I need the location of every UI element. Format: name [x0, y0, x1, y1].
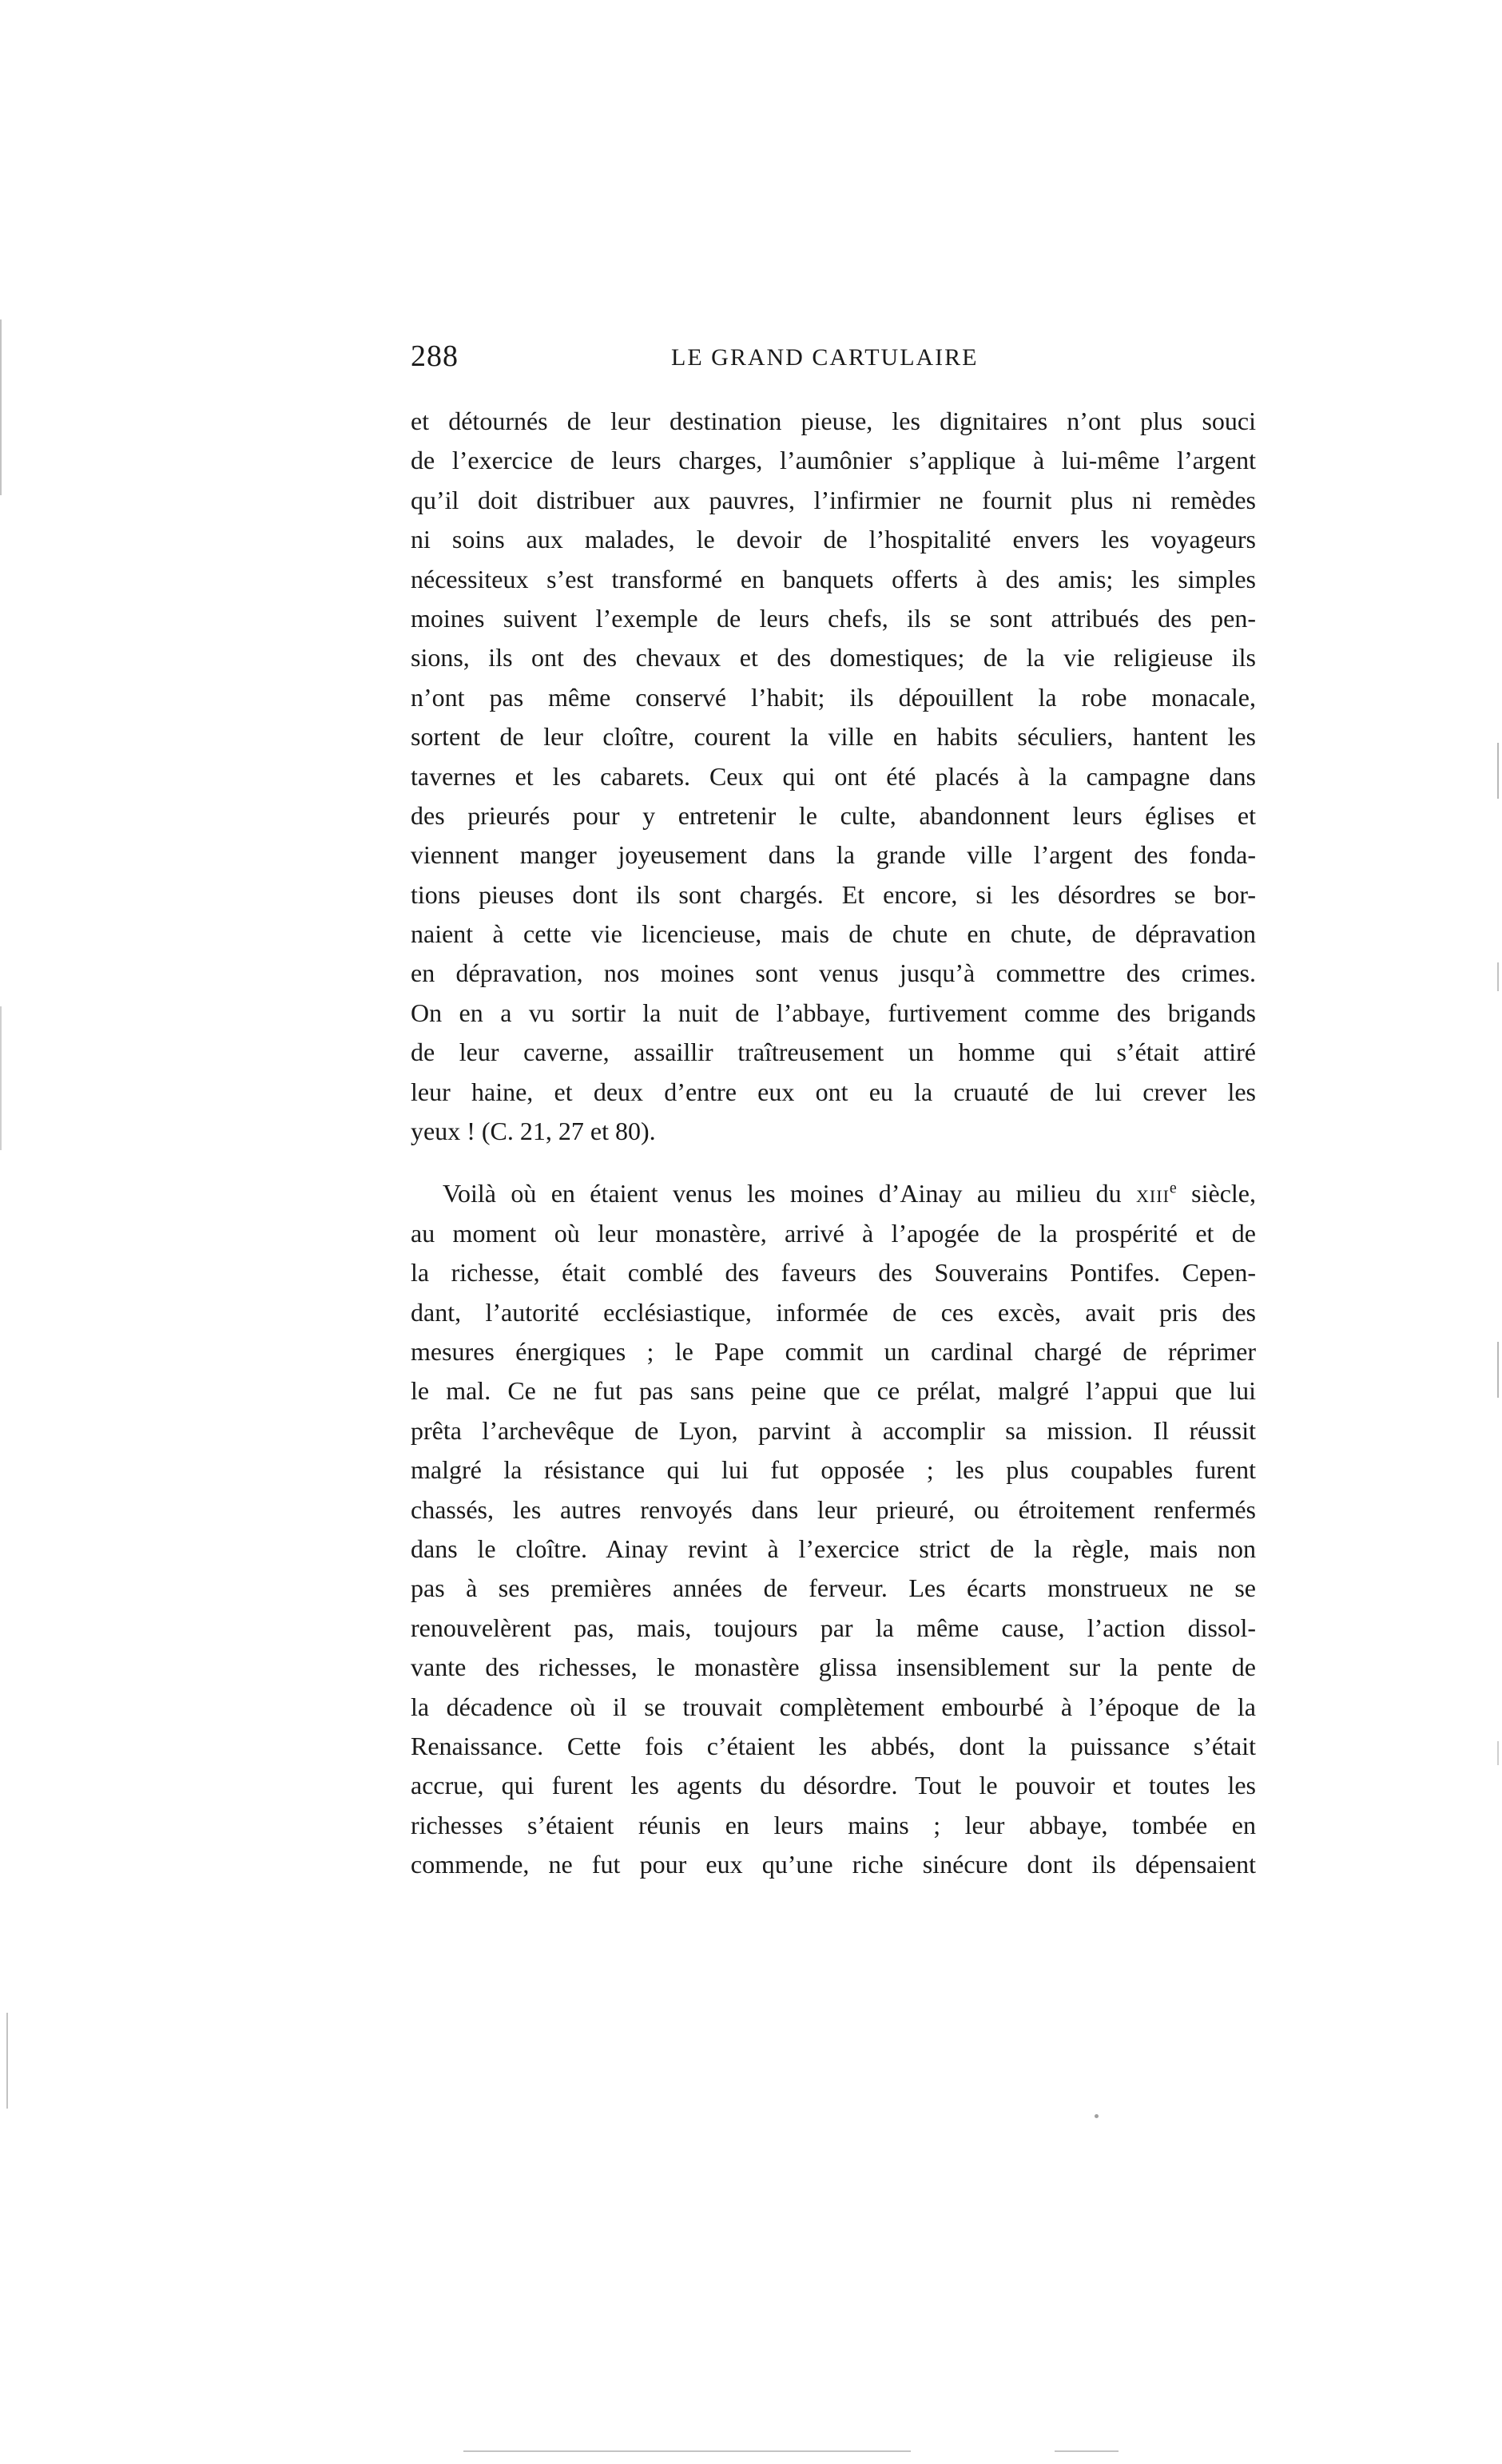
- superscript: e: [1169, 1179, 1177, 1197]
- text-line: vante des richesses, le monastère glissa insensiblement sur la pente de: [411, 1653, 1256, 1682]
- text-line: accrue, qui furent les agents du désordre. Tout le pouvoir et toutes les: [411, 1771, 1256, 1800]
- text-line: la richesse, était comblé des faveurs des Souverains Pontifes. Cepen-: [411, 1258, 1256, 1288]
- text-fragment: siècle,: [1176, 1179, 1257, 1208]
- text-line: chassés, les autres renvoyés dans leur prieuré, ou étroitement renfermés: [411, 1494, 1256, 1524]
- text-line: moines suivent l’exemple de leurs chefs, ils se sont attribués des pen-: [411, 603, 1256, 633]
- text-line: dant, l’autorité ecclésiastique, informée de ces excès, avait pris des: [411, 1297, 1256, 1327]
- running-head: LE GRAND CARTULAIRE: [671, 344, 979, 371]
- scan-mark: [0, 319, 2, 495]
- text-line: nécessiteux s’est transformé en banquets offerts à des amis; les simples: [411, 564, 1256, 593]
- text-line: naient à cette vie licencieuse, mais de chute en chute, de dépravation: [411, 919, 1256, 949]
- text-line: renouvelèrent pas, mais, toujours par la même cause, l’action dissol-: [411, 1613, 1256, 1642]
- text-line: On en a vu sortir la nuit de l’abbaye, furtivement comme des brigands: [411, 998, 1256, 1027]
- text-line: richesses s’étaient réunis en leurs mains ; leur abbaye, tombée en: [411, 1810, 1256, 1839]
- scan-mark: [1497, 962, 1499, 991]
- text-line: ni soins aux malades, le devoir de l’hospitalité envers les voyageurs: [411, 525, 1256, 554]
- paragraph-1: [411, 402, 1256, 1151]
- scan-mark: [6, 2013, 8, 2109]
- text-line-last: yeux ! (C. 21, 27 et 80).: [411, 1117, 656, 1146]
- text-line: au moment où leur monastère, arrivé à l’apogée de la prospérité et de: [411, 1218, 1256, 1248]
- page-header: [411, 334, 991, 379]
- century-numeral: XIII: [1136, 1186, 1170, 1207]
- text-line: de leur caverne, assaillir traîtreusement un homme qui s’était attiré: [411, 1038, 1256, 1067]
- text-line: Renaissance. Cette fois c’étaient les abbés, dont la puissance s’était: [411, 1731, 1256, 1760]
- text-line: sortent de leur cloître, courent la ville en habits séculiers, hantent les: [411, 722, 1256, 752]
- paragraph-2: [411, 1174, 1256, 1884]
- text-line: des prieurés pour y entretenir le culte, abandonnent leurs églises et: [411, 800, 1256, 830]
- text-line: pas à ses premières années de ferveur. Les écarts monstrueux ne se: [411, 1573, 1256, 1603]
- scan-mark: [1095, 2114, 1099, 2118]
- text-line: prêta l’archevêque de Lyon, parvint à accomplir sa mission. Il réussit: [411, 1415, 1256, 1445]
- scan-mark: [1497, 743, 1499, 799]
- paragraph-gap: [411, 1151, 1256, 1174]
- scan-mark: [0, 1006, 2, 1150]
- text-fragment: Voilà où en étaient venus les moines d’Ainay au milieu du: [443, 1179, 1137, 1208]
- text-line: dans le cloître. Ainay revint à l’exercice strict de la règle, mais non: [411, 1534, 1256, 1563]
- scan-mark: [463, 2450, 911, 2452]
- scan-mark: [1497, 1342, 1499, 1398]
- text-line: commende, ne fut pour eux qu’une riche sinécure dont ils dépensaient: [411, 1850, 1256, 1879]
- text-line: leur haine, et deux d’entre eux ont eu la cruauté de lui crever les: [411, 1077, 1256, 1106]
- scan-mark: [1497, 1741, 1499, 1765]
- text-line: tions pieuses dont ils sont chargés. Et encore, si les désordres se bor-: [411, 879, 1256, 909]
- text-line: qu’il doit distribuer aux pauvres, l’infirmier ne fournit plus ni remèdes: [411, 485, 1256, 514]
- text-line: n’ont pas même conservé l’habit; ils dépouillent la robe monacale,: [411, 682, 1256, 712]
- text-line: en dépravation, nos moines sont venus jusqu’à commettre des crimes.: [411, 958, 1256, 988]
- text-line: tavernes et les cabarets. Ceux qui ont été placés à la campagne dans: [411, 761, 1256, 791]
- text-line-first: [411, 1174, 1256, 1213]
- text-line: et détournés de leur destination pieuse, les dignitaires n’ont plus souci: [411, 407, 1256, 435]
- body-text: [411, 402, 1256, 1884]
- text-line: sions, ils ont des chevaux et des domestiques; de la vie religieuse ils: [411, 643, 1256, 673]
- text-line: de l’exercice de leurs charges, l’aumônier s’applique à lui-même l’argent: [411, 446, 1256, 475]
- text-line: malgré la résistance qui lui fut opposée ; les plus coupables furent: [411, 1455, 1256, 1485]
- text-line: la décadence où il se trouvait complètement embourbé à l’époque de la: [411, 1692, 1256, 1721]
- page-number: 288: [411, 339, 459, 373]
- scan-mark: [1055, 2450, 1119, 2452]
- text-line: mesures énergiques ; le Pape commit un cardinal chargé de réprimer: [411, 1336, 1256, 1366]
- text-line: viennent manger joyeusement dans la grande ville l’argent des fonda-: [411, 840, 1256, 870]
- text-line: le mal. Ce ne fut pas sans peine que ce prélat, malgré l’appui que lui: [411, 1376, 1256, 1406]
